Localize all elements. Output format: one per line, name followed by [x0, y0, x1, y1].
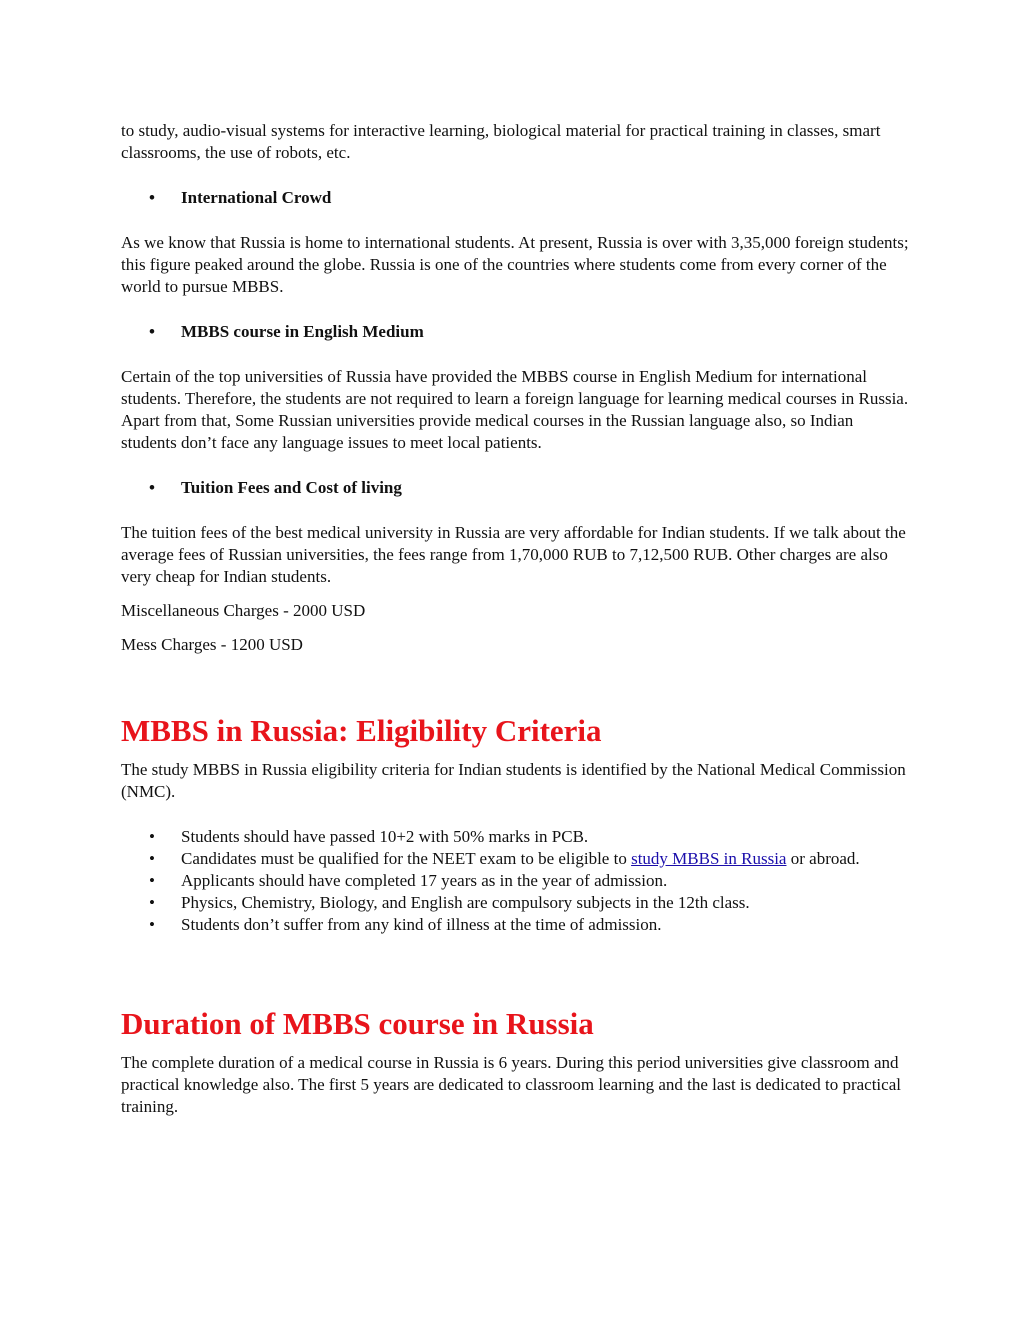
eligibility-list	[121, 826, 911, 936]
list-item-text: Candidates must be qualified for the NEET exam to be eligible to	[181, 849, 627, 868]
eligibility-intro: The study MBBS in Russia eligibility criteria for Indian students is identified by the National Medical Commission (NMC).	[121, 760, 906, 801]
document-page	[121, 120, 911, 1118]
section-text-english-medium: Certain of the top universities of Russia have provided the MBBS course in English Medium for international students. Therefore, the students are not required to learn a foreign language for learning medical courses in Russia. Apart from that, Some Russian universities provide medical courses in the Russian language also, so Indian students don’t face any language issues to meet local patients.	[121, 367, 909, 452]
eligibility-heading: MBBS in Russia: Eligibility Criteria	[121, 713, 602, 748]
bullet-icon: •	[149, 871, 155, 890]
list-item-text: Applicants should have completed 17 years as in the year of admission.	[181, 871, 668, 890]
list-item	[121, 892, 911, 914]
list-item-text: Students don’t suffer from any kind of illness at the time of admission.	[181, 915, 662, 934]
mess-charges: Mess Charges - 1200 USD	[121, 635, 303, 654]
list-item-text: Physics, Chemistry, Biology, and English are compulsory subjects in the 12th class.	[181, 893, 750, 912]
bullet-icon: •	[149, 188, 155, 207]
list-item	[121, 848, 911, 870]
list-item-text-tail: or abroad.	[786, 849, 860, 868]
section-bullet-international-crowd	[121, 187, 911, 209]
list-item	[121, 826, 911, 848]
bullet-icon: •	[149, 893, 155, 912]
section-text-tuition-fees: The tuition fees of the best medical university in Russia are very affordable for Indian students. If we talk about the average fees of Russian universities, the fees range from 1,70,000 RUB to 7,12,500 RUB. Other charges are also very cheap for Indian students.	[121, 523, 906, 586]
bullet-label: International Crowd	[181, 188, 332, 207]
duration-heading: Duration of MBBS course in Russia	[121, 1006, 594, 1041]
duration-text: The complete duration of a medical course in Russia is 6 years. During this period universities give classroom and practical knowledge also. The first 5 years are dedicated to classroom learning and the last is dedicated to practical training.	[121, 1053, 901, 1116]
bullet-icon: •	[149, 827, 155, 846]
bullet-icon: •	[149, 322, 155, 341]
bullet-icon: •	[149, 915, 155, 934]
list-item	[121, 914, 911, 936]
list-item-text: Students should have passed 10+2 with 50% marks in PCB.	[181, 827, 589, 846]
section-text-international-crowd: As we know that Russia is home to international students. At present, Russia is over with 3,35,000 foreign students; this figure peaked around the globe. Russia is one of the countries where students come from every corner of the world to pursue MBBS.	[121, 233, 909, 296]
section-bullet-tuition-fees	[121, 477, 911, 499]
bullet-icon: •	[149, 478, 155, 497]
section-bullet-list	[121, 321, 911, 343]
section-bullet-english-medium	[121, 321, 911, 343]
section-bullet-list	[121, 477, 911, 499]
intro-continuation: to study, audio-visual systems for interactive learning, biological material for practical training in classes, smart classrooms, the use of robots, etc.	[121, 121, 881, 162]
list-item	[121, 870, 911, 892]
bullet-label: MBBS course in English Medium	[181, 322, 424, 341]
misc-charges: Miscellaneous Charges - 2000 USD	[121, 601, 366, 620]
section-bullet-list	[121, 187, 911, 209]
bullet-icon: •	[149, 849, 155, 868]
bullet-label: Tuition Fees and Cost of living	[181, 478, 402, 497]
study-mbbs-russia-link[interactable]: study MBBS in Russia	[631, 849, 787, 868]
